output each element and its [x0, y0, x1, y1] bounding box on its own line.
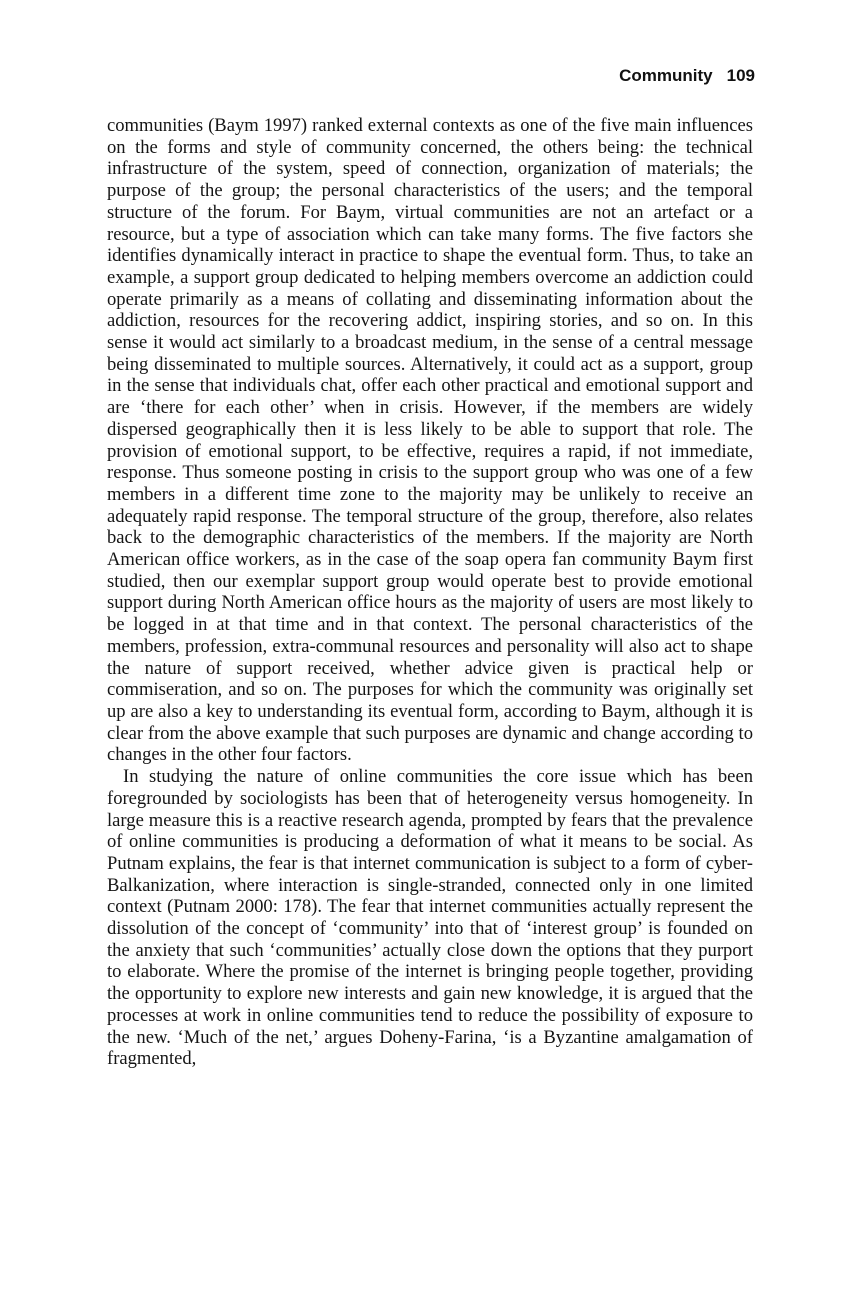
page-number: 109 — [726, 66, 755, 85]
running-head — [619, 66, 755, 86]
paragraph-continuation: communities (Baym 1997) ranked external contexts as one of the five main influences on the forms and style of community concerned, the others being: the technical infrastructure of the system, speed of connection, organization of materials; the purpose of the group; the personal characteristics of the users; and the temporal structure of the forum. For Baym, virtual communities are not an artefact or a resource, but a type of association which can take many forms. The five factors she identifies dynamically interact in practice to shape the eventual form. Thus, to take an example, a support group dedicated to helping members overcome an addiction could operate primarily as a means of collating and disseminating information about the addiction, resources for the recovering addict, inspiring stories, and so on. In this sense it would act similarly to a broadcast medium, in the sense of a central message being disseminated to multiple sources. Alternatively, it could act as a support, group in the sense that individuals chat, offer each other practical and emotional support and are ‘there for each other’ when in crisis. However, if the members are widely dispersed geographically then it is less likely to be able to support that role. The provision of emotional support, to be effective, requires a rapid, if not immediate, response. Thus someone posting in crisis to the support group who was one of a few members in a different time zone to the majority may be unlikely to receive an adequately rapid response. The temporal structure of the group, therefore, also relates back to the demographic characteristics of the members. If the majority are North American office workers, as in the case of the soap opera fan community Baym first studied, then our exemplar support group would operate best to provide emotional support during North American office hours as the majority of users are most likely to be logged in at that time and in that context. The personal characteristics of the members, profession, extra-communal resources and personality will also act to shape the nature of support received, whether advice given is practical help or commiseration, and so on. The purposes for which the community was originally set up are also a key to understanding its eventual form, according to Baym, although it is clear from the above example that such purposes are dynamic and change according to changes in the other four factors. — [107, 115, 753, 766]
paragraph: In studying the nature of online communities the core issue which has been foregrounded by sociologists has been that of heterogeneity versus homogeneity. In large measure this is a reactive research agenda, prompted by fears that the prevalence of online communities is producing a deformation of what it means to be social. As Putnam explains, the fear is that internet communication is subject to a form of cyber-Balkanization, where interaction is single-stranded, connected only in one limited context (Putnam 2000: 178). The fear that internet communities actually represent the dissolution of the concept of ‘community’ into that of ‘interest group’ is founded on the anxiety that such ‘communities’ actually close down the options that they purport to elaborate. Where the promise of the internet is bringing people together, providing the opportunity to explore new interests and gain new knowledge, it is argued that the processes at work in online communities tend to reduce the possibility of exposure to the new. ‘Much of the net,’ argues Doheny-Farina, ‘is a Byzantine amalgamation of fragmented, — [107, 766, 753, 1070]
body-text — [107, 115, 753, 1070]
chapter-title: Community — [619, 66, 713, 85]
